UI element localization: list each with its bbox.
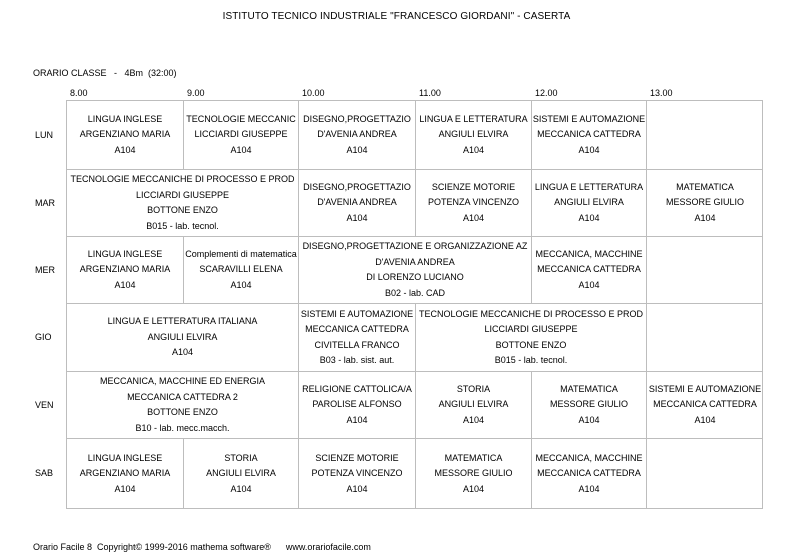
- lesson-subject: MATEMATICA: [560, 383, 618, 394]
- lesson-room: A104: [346, 144, 368, 155]
- lesson-subject: LINGUA E LETTERATURA: [419, 113, 528, 124]
- lesson-cell: [184, 101, 299, 170]
- lesson-teacher: MECCANICA CATTEDRA: [537, 264, 641, 275]
- day-label: LUN: [35, 129, 54, 140]
- day-label: VEN: [35, 399, 54, 410]
- lesson-cell: [647, 372, 763, 439]
- lesson-subject: LINGUA INGLESE: [87, 452, 163, 463]
- empty-cell: [647, 439, 763, 509]
- lesson-room: A104: [171, 347, 194, 358]
- lesson-room: A104: [578, 279, 600, 290]
- lesson-teacher: ARGENZIANO MARIA: [79, 468, 171, 479]
- lesson-room: A104: [230, 483, 252, 494]
- lesson-teacher: LICCIARDI GIUSEPPE: [484, 324, 578, 334]
- lesson-subject: MECCANICA, MACCHINE: [535, 452, 643, 463]
- lesson-cell: [299, 101, 416, 170]
- lesson-cell: [532, 439, 647, 509]
- lesson-teacher: ARGENZIANO MARIA: [79, 129, 171, 140]
- lesson-teacher: ARGENZIANO MARIA: [79, 264, 171, 275]
- lesson-teacher: PAROLISE ALFONSO: [312, 399, 402, 410]
- lesson-teacher: MESSORE GIULIO: [665, 197, 745, 208]
- lesson-detail: CIVITELLA FRANCO: [314, 339, 400, 350]
- lesson-detail: BOTTONE ENZO: [495, 339, 567, 350]
- lesson-subject: DISEGNO,PROGETTAZIO: [303, 113, 411, 124]
- lesson-cell: [299, 372, 416, 439]
- lesson-room: B10 - lab. mecc.macch.: [135, 422, 230, 433]
- hour-label: 11.00: [419, 88, 441, 98]
- lesson-teacher: ANGIULI ELVIRA: [206, 468, 276, 479]
- lesson-cell: [299, 170, 416, 237]
- lesson-room: A104: [230, 279, 252, 290]
- lesson-teacher: POTENZA VINCENZO: [311, 468, 403, 479]
- lesson-cell: [416, 170, 532, 237]
- lesson-subject: TECNOLOGIE MECCANICHE DI PROCESSO E PROD: [418, 308, 644, 319]
- lesson-subject: MECCANICA, MACCHINE: [535, 248, 643, 259]
- lesson-teacher: MESSORE GIULIO: [549, 399, 629, 410]
- lesson-room: A104: [346, 483, 368, 494]
- lesson-cell: [299, 304, 416, 372]
- lesson-subject: MECCANICA, MACCHINE ED ENERGIA: [99, 376, 266, 386]
- lesson-subject: Complementi di matematica: [185, 248, 297, 259]
- lesson-room: A104: [578, 144, 600, 155]
- lesson-cell: [184, 439, 299, 509]
- lesson-teacher: D'AVENIA ANDREA: [317, 129, 397, 140]
- lesson-room: A104: [114, 144, 136, 155]
- lesson-teacher: POTENZA VINCENZO: [427, 197, 519, 208]
- lesson-subject: LINGUA E LETTERATURA: [534, 181, 644, 192]
- lesson-cell: [532, 372, 647, 439]
- lesson-cell: [184, 237, 299, 304]
- lesson-detail: BOTTONE ENZO: [147, 407, 218, 417]
- lesson-room: A104: [462, 212, 485, 223]
- lesson-cell: [416, 101, 532, 170]
- lesson-subject: LINGUA INGLESE: [87, 248, 163, 259]
- lesson-cell: [67, 372, 299, 439]
- hour-label: 12.00: [535, 88, 558, 98]
- hour-label: 8.00: [70, 88, 88, 98]
- lesson-teacher: LICCIARDI GIUSEPPE: [135, 189, 230, 200]
- lesson-subject: SISTEMI E AUTOMAZIONE: [648, 383, 762, 394]
- lesson-subject: SISTEMI E AUTOMAZIONE: [532, 113, 646, 124]
- lesson-room: B02 - lab. CAD: [384, 287, 446, 298]
- lesson-subject: MATEMATICA: [444, 452, 503, 463]
- lesson-cell: [67, 237, 184, 304]
- lesson-teacher: D'AVENIA ANDREA: [317, 197, 397, 208]
- lesson-room: A104: [114, 279, 136, 290]
- lesson-subject: MATEMATICA: [676, 181, 734, 192]
- lesson-teacher: ANGIULI ELVIRA: [554, 197, 624, 208]
- lesson-detail: DI LORENZO LUCIANO: [366, 272, 464, 282]
- lesson-teacher: D'AVENIA ANDREA: [375, 256, 455, 267]
- empty-cell: [647, 101, 763, 170]
- lesson-subject: RELIGIONE CATTOLICA/A: [302, 383, 412, 394]
- school-title: ISTITUTO TECNICO INDUSTRIALE "FRANCESCO GIORDANI" - CASERTA: [222, 11, 571, 22]
- timetable-grid: [66, 100, 763, 509]
- lesson-room: A104: [462, 144, 485, 155]
- lesson-cell: [67, 439, 184, 509]
- empty-cell: [647, 304, 763, 372]
- lesson-teacher: ANGIULI ELVIRA: [438, 399, 509, 410]
- day-label: MAR: [35, 197, 55, 208]
- lesson-cell: [416, 304, 647, 372]
- lesson-teacher: MECCANICA CATTEDRA: [537, 129, 641, 140]
- lesson-subject: DISEGNO,PROGETTAZIONE E ORGANIZZAZIONE AZ: [302, 241, 528, 251]
- lesson-subject: TECNOLOGIE MECCANICHE DI PROCESSO E PROD: [70, 174, 295, 184]
- lesson-cell: [67, 304, 299, 372]
- lesson-subject: LINGUA E LETTERATURA ITALIANA: [107, 316, 258, 327]
- lesson-cell: [67, 101, 184, 170]
- day-label: SAB: [35, 468, 54, 478]
- hour-label: 13.00: [650, 88, 673, 98]
- lesson-room: A104: [462, 414, 485, 425]
- lesson-teacher: MECCANICA CATTEDRA 2: [127, 391, 238, 402]
- lesson-teacher: SCARAVILLI ELENA: [199, 264, 283, 275]
- day-label: GIO: [35, 332, 52, 342]
- lesson-room: A104: [694, 212, 716, 223]
- hour-label: 10.00: [302, 88, 325, 98]
- lesson-room: B015 - lab. tecnol.: [146, 220, 219, 231]
- lesson-detail: BOTTONE ENZO: [147, 205, 218, 215]
- empty-cell: [647, 237, 763, 304]
- lesson-room: A104: [114, 483, 136, 494]
- lesson-cell: [532, 101, 647, 170]
- lesson-teacher: LICCIARDI GIUSEPPE: [194, 129, 288, 140]
- day-label: MER: [35, 264, 55, 275]
- lesson-teacher: ANGIULI ELVIRA: [438, 129, 509, 140]
- lesson-subject: STORIA: [224, 452, 258, 463]
- lesson-subject: DISEGNO,PROGETTAZIO: [303, 181, 411, 192]
- lesson-subject: TECNOLOGIE MECCANIC: [186, 113, 296, 124]
- lesson-teacher: MECCANICA CATTEDRA: [305, 324, 409, 334]
- lesson-teacher: MECCANICA CATTEDRA: [537, 468, 641, 479]
- lesson-subject: SCIENZE MOTORIE: [315, 452, 399, 463]
- lesson-room: A104: [578, 212, 600, 223]
- lesson-cell: [416, 372, 532, 439]
- lesson-room: A104: [694, 414, 716, 425]
- lesson-teacher: MECCANICA CATTEDRA: [653, 399, 757, 410]
- lesson-room: A104: [346, 414, 368, 425]
- lesson-room: A104: [578, 414, 600, 425]
- footer-copyright: Orario Facile 8 Copyright© 1999-2016 mathema software® www.orariofacile.com: [33, 542, 371, 552]
- lesson-subject: SCIENZE MOTORIE: [431, 181, 516, 192]
- lesson-cell: [532, 170, 647, 237]
- lesson-room: B03 - lab. sist. aut.: [319, 355, 395, 365]
- lesson-subject: LINGUA INGLESE: [87, 113, 163, 124]
- lesson-room: B015 - lab. tecnol.: [494, 355, 568, 365]
- lesson-teacher: ANGIULI ELVIRA: [147, 331, 218, 342]
- lesson-cell: [416, 439, 532, 509]
- lesson-room: A104: [462, 483, 485, 494]
- lesson-subject: STORIA: [456, 383, 491, 394]
- lesson-subject: SISTEMI E AUTOMAZIONE: [300, 308, 414, 319]
- hour-label: 9.00: [187, 88, 205, 98]
- class-label: ORARIO CLASSE - 4Bm (32:00): [33, 68, 177, 78]
- lesson-room: A104: [578, 483, 600, 494]
- lesson-room: A104: [346, 212, 368, 223]
- lesson-cell: [647, 170, 763, 237]
- lesson-cell: [532, 237, 647, 304]
- lesson-cell: [299, 237, 532, 304]
- lesson-room: A104: [230, 144, 252, 155]
- lesson-cell: [299, 439, 416, 509]
- lesson-cell: [67, 170, 299, 237]
- lesson-teacher: MESSORE GIULIO: [434, 468, 513, 479]
